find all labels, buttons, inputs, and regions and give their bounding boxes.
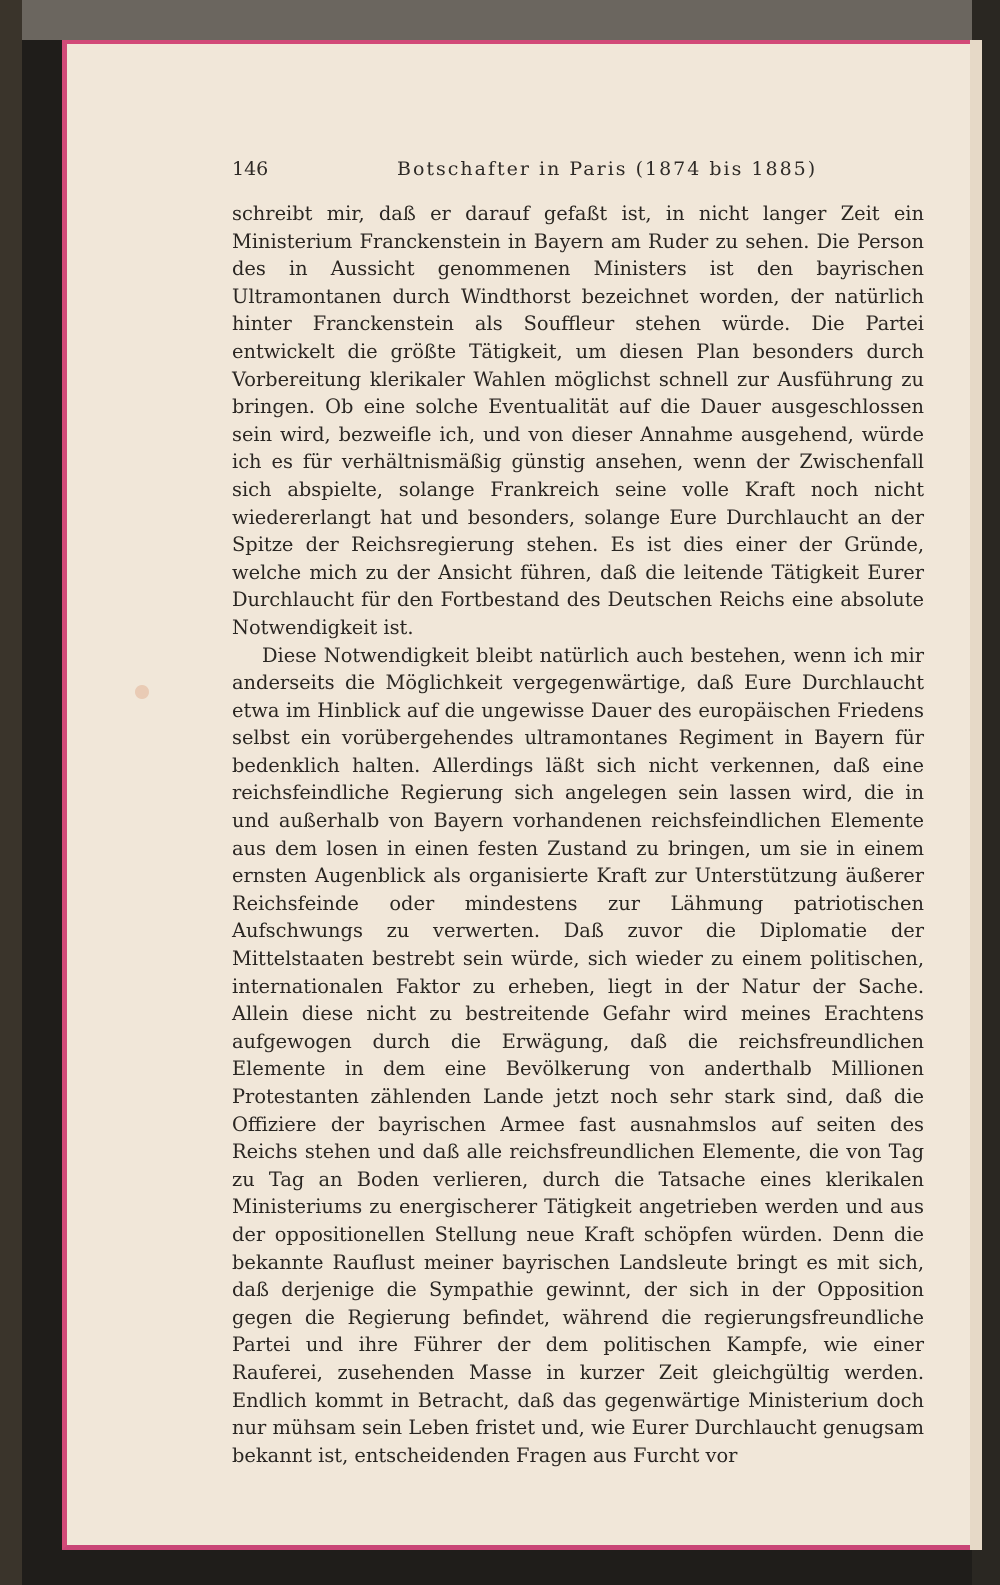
- paper-stain: [135, 685, 149, 699]
- running-title: Botschafter in Paris (1874 bis 1885): [397, 158, 818, 180]
- page-number: 146: [232, 158, 269, 180]
- scan-background-top: [0, 0, 1000, 40]
- page-header: [232, 158, 922, 186]
- scan-background-left: [0, 0, 22, 1585]
- paragraph: Diese Notwendigkeit bleibt natürlich auch bestehen, wenn ich mir anderseits die Möglichkeit vergegenwärtige, daß Eure Durchlaucht etwa im Hinblick auf die ungewisse Dauer des europäischen Friedens selbst ein vorübergehendes ultramontanes Regiment in Bayern für bedenklich halten. Allerdings läßt sich nicht verkennen, daß eine reichsfeindliche Regierung sich angelegen sein lassen wird, die in und außerhalb von Bayern vorhandenen reichsfeindlichen Elemente aus dem losen in einen festen Zustand zu bringen, um sie in einem ernsten Augenblick als organisierte Kraft zur Unterstützung äußerer Reichsfeinde oder mindestens zur Lähmung patriotischen Aufschwungs zu verwerten. Daß zuvor die Diplomatie der Mittelstaaten bestrebt sein würde, sich wieder zu einem politischen, internationalen Faktor zu erheben, liegt in der Natur der Sache. Allein diese nicht zu bestreitende Gefahr wird meines Erachtens aufgewogen durch die Erwägung, daß die reichsfreundlichen Elemente in dem eine Bevölkerung von anderthalb Millionen Protestanten zählenden Lande jetzt noch sehr stark sind, daß die Offiziere der bayrischen Armee fast ausnahmslos auf seiten des Reichs stehen und daß alle reichsfreundlichen Elemente, die von Tag zu Tag an Boden verlieren, durch die Tatsache eines klerikalen Ministeriums zu energischerer Tätigkeit angetrieben werden und aus der oppositionellen Stellung neue Kraft schöpfen würden. Denn die bekannte Rauflust meiner bayrischen Landsleute bringt es mit sich, daß derjenige die Sympathie gewinnt, der sich in der Opposition gegen die Regierung befindet, während die regierungsfreundliche Partei und ihre Führer der dem politischen Kampfe, wie einer Rauferei, zusehenden Masse in kurzer Zeit gleichgültig werden. Endlich kommt in Betracht, daß das gegenwärtige Ministerium doch nur mühsam sein Leben fristet und, wie Eurer Durchlaucht genugsam bekannt ist, entscheidenden Fragen aus Furcht vor: [232, 643, 924, 1467]
- paragraph: schreibt mir, daß er darauf gefaßt ist, in nicht langer Zeit ein Ministerium Franckenstein in Bayern am Ruder zu sehen. Die Person des in Aussicht genommenen Ministers ist den bayrischen Ultramontanen durch Windthorst bezeichnet worden, der natürlich hinter Franckenstein als Souffleur stehen würde. Die Partei entwickelt die größte Tätigkeit, um diesen Plan besonders durch Vorbereitung klerikaler Wahlen möglichst schnell zur Ausführung zu bringen. Ob eine solche Eventualität auf die Dauer ausgeschlossen sein wird, bezweifle ich, und von dieser Annahme ausgehend, würde ich es für verhältnismäßig günstig ansehen, wenn der Zwischenfall sich abspielte, solange Frankreich seine volle Kraft noch nicht wiedererlangt hat und besonders, solange Eure Durchlaucht an der Spitze der Reichsregierung stehen. Es ist dies einer der Gründe, welche mich zu der Ansicht führen, daß die leitende Tätigkeit Eurer Durchlaucht für den Fortbestand des Deutschen Reichs eine absolute Notwendigkeit ist.: [232, 202, 924, 639]
- page-edge: [970, 40, 982, 1550]
- body-text: [232, 200, 924, 1469]
